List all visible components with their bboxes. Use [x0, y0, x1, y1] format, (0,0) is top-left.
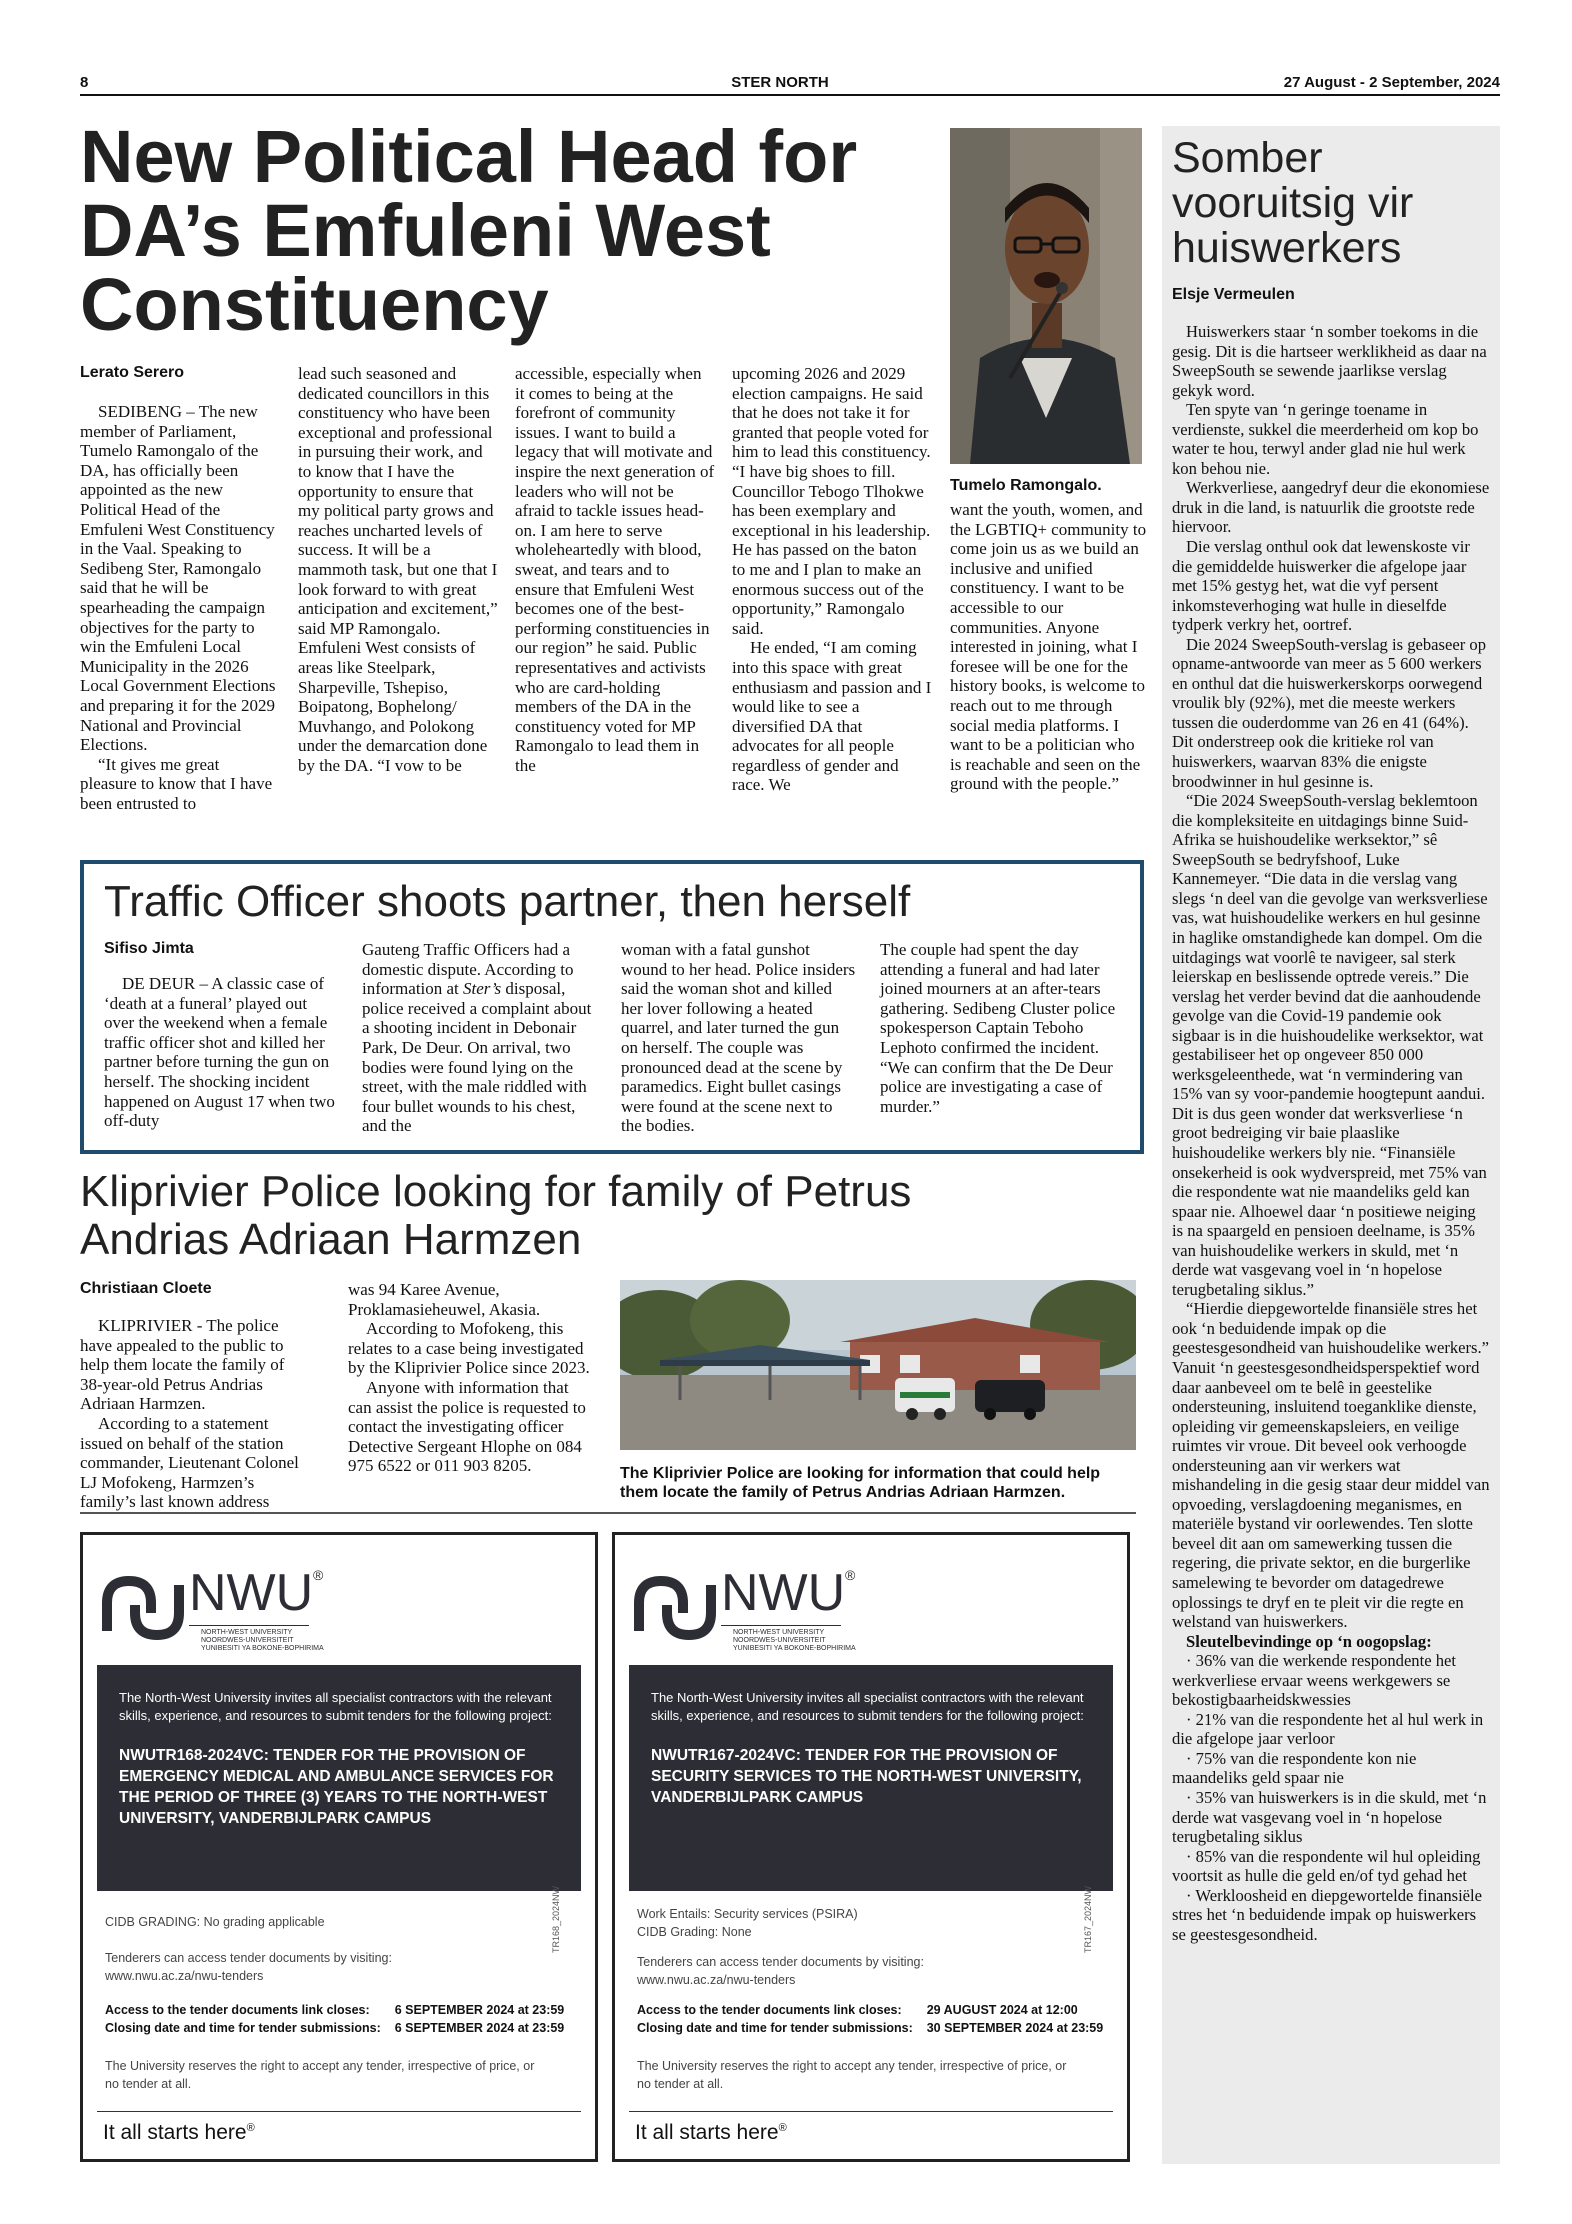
sidebar-article [1162, 126, 1500, 2164]
article-2-headline: Traffic Officer shoots partner, then herself [104, 877, 911, 926]
issue-date: 27 August - 2 September, 2024 [1283, 74, 1500, 91]
article-1-headline: New Political Head for DA’s Emfuleni West Constituency [80, 115, 858, 346]
portrait-illustration [950, 128, 1142, 464]
tender-ad-2-url[interactable]: www.nwu.ac.za/nwu-tenders [637, 1973, 796, 1987]
tender-ad-1-url[interactable]: www.nwu.ac.za/nwu-tenders [105, 1969, 264, 1983]
tender-ad-1-banner: The North-West University invites all specialist contractors with the relevant skills, experience, and resources to submit tenders for the following project: NWUTR168-2024VC: TENDER FOR THE PROVISION OF EMERGENCY MEDICAL AND AMBULANCE SERVICES FOR THE PERIOD OF THREE (3) YEARS TO THE NORTH-WEST UNIVERSITY, VANDERBIJLPARK CAMPUS [97, 1665, 581, 1891]
tender-ad-2 [612, 1532, 1130, 2162]
tender-ad-2-tagline: It all starts here® [635, 2121, 787, 2144]
article-3-column-2: was 94 Karee Avenue, Proklamasieheuwel, Akasia. According to Mofokeng, this relates to a case being investigated by the Kliprivier Police since 2023. Anyone with information that can assist the police is requested to contact the investigating officer Detective Sergeant Hlophe on 084 975 6522 or 011 903 8205. [348, 1280, 590, 1476]
article-2-column-2: Gauteng Traffic Officers had a domestic dispute. According to information at Ster’s disposal, police received a complaint about a shooting incident in Debonair Park, De Deur. On arrival, two bodies were found lying on the street, with the male riddled with four bullet wounds to his chest, and the [362, 940, 592, 1136]
tender-ad-2-work: Work Entails: Security services (PSIRA) CIDB Grading: None [637, 1907, 858, 1939]
nwu-emblem-icon [101, 1565, 185, 1649]
police-station-caption: The Kliprivier Police are looking for information that could help them locate the family of Petrus Andrias Adriaan Harmzen. [620, 1465, 1101, 1501]
portrait-caption: Tumelo Ramongalo. [950, 477, 1102, 494]
header-rule [80, 94, 1500, 96]
article-3-byline: Christiaan Cloete [80, 1280, 212, 1297]
nwu-logo-word: NWU [189, 1564, 314, 1622]
sidebar-headline: Somber vooruitsig vir huiswerkers [1172, 134, 1414, 272]
article-1-column-3: accessible, especially when it comes to being at the forefront of community issues. I want to build a legacy that will motivate and inspire the next generation of leaders who will not be afraid to tackle issues head-on. I am here to serve wholeheartedly with blood, sweat, and tears and to ensure that Emfuleni West becomes one of the best-performing constituencies in our region” he said. Public representatives and activists who are card-holding members of the DA in the constituency voted for MP Ramongalo to lead them in the [515, 364, 715, 775]
tender-ad-1-reserve: The University reserves the right to accept any tender, irrespective of price, or no tender at all. [105, 2059, 535, 2091]
nwu-emblem-icon [633, 1565, 717, 1649]
article-1-column-4: upcoming 2026 and 2029 election campaigns. He said that he does not take it for granted that people voted for him to lead this constituency. “I have big shoes to fill. Councillor Tebogo Tlhokwe has been exemplary and exceptional in his leadership. He has passed on the baton to me and I plan to make an enormous success out of the opportunity,” Ramongalo said. He ended, “I am coming into this space with great enthusiasm and passion and I would like to see a diversified DA that advocates for all people regardless of gender and race. We [732, 364, 932, 795]
nwu-logo [97, 1549, 577, 1659]
tender-ad-2-deadlines: Access to the tender documents link closes: 29 AUGUST 2024 at 12:00 Closing date and time for tender submissions: 30 SEPTEMBER 2024 at 23:59 [637, 2003, 1104, 2035]
nwu-logo-word: NWU [721, 1564, 846, 1622]
nwu-logo-registered: ® [313, 1567, 324, 1583]
paper-name: STER NORTH [731, 74, 829, 91]
article-2-column-1: DE DEUR – A classic case of ‘death at a funeral’ played out over the weekend when a female traffic officer shot and killed her partner before turning the gun on herself. The shocking incident happened on August 17 when two off-duty [104, 974, 335, 1131]
article-1-byline: Lerato Serero [80, 364, 185, 381]
tender-ad-2-code: TR167_2024NW [1083, 1885, 1093, 1953]
article-3-bottom-rule [80, 1512, 1136, 1514]
nwu-logo [629, 1549, 1109, 1659]
police-station-photo [620, 1280, 1136, 1450]
article-2-box [80, 860, 1144, 1154]
police-station-illustration [620, 1280, 1136, 1450]
article-1-column-1: SEDIBENG – The new member of Parliament, Tumelo Ramongalo of the DA, has officially been appointed as the new Political Head of the Emfuleni West Constituency in the Vaal. Speaking to Sedibeng Ster, Ramongalo said that he will be spearheading the campaign objectives for the party to win the Emfuleni Local Municipality in the 2026 Local Government Elections and preparing it for the 2029 National and Provincial Elections. “It gives me great pleasure to know that I have been entrusted to [80, 402, 276, 813]
article-1-column-2: lead such seasoned and dedicated councillors in this constituency who have been exceptional and professional in pursuing their work, and to know that I have the opportunity to ensure that my political party grows and reaches uncharted levels of success. It will be a mammoth task, but one that I look forward to with great anticipation and excitement,” said MP Ramongalo. Emfuleni West consists of areas like Steelpark, Sharpeville, Tshepiso, Boipatong, Bophelong/ Muvhango, and Polokong under the demarcation done by the DA. “I vow to be [298, 364, 498, 775]
findings-title: Sleutelbevindinge op ‘n oogopslag: [1186, 1631, 1432, 1651]
tender-ad-1-tagline: It all starts here® [103, 2121, 255, 2144]
tender-ad-1-grading: CIDB GRADING: No grading applicable [105, 1915, 325, 1929]
page-number: 8 [80, 74, 89, 91]
article-2-column-3: woman with a fatal gunshot wound to her head. Police insiders said the woman shot and killed her lover following a heated quarrel, and later turned the gun on herself. The couple was pronounced dead at the scene by paramedics. Eight bullet casings were found at the scene next to the bodies. [621, 940, 856, 1136]
sidebar-byline: Elsje Vermeulen [1172, 286, 1295, 303]
tender-ad-2-banner: The North-West University invites all specialist contractors with the relevant skills, experience, and resources to submit tenders for the following project: NWUTR167-2024VC: TENDER FOR THE PROVISION OF SECURITY SERVICES TO THE NORTH-WEST UNIVERSITY, VANDERBIJLPARK CAMPUS [629, 1665, 1113, 1891]
article-1-column-5: want the youth, women, and the LGBTIQ+ community to come join us as we build an inclusive and unified constituency. I want to be accessible to our communities. Anyone interested in joining, what I foresee will be one for the history books, is welcome to reach out to me through social media platforms. I want to be a politician who is reachable and seen on the ground with the people.” [950, 500, 1147, 794]
tender-ad-2-access: Tenderers can access tender documents by visiting: www.nwu.ac.za/nwu-tenders [637, 1953, 1077, 1989]
tender-ad-1-deadlines: Access to the tender documents link closes: 6 SEPTEMBER 2024 at 23:59 Closing date and time for tender submissions: 6 SEPTEMBER 2024 at 23:59 [105, 2003, 565, 2035]
article-2-byline: Sifiso Jimta [104, 940, 194, 957]
tender-ad-1-project: NWUTR168-2024VC: TENDER FOR THE PROVISION OF EMERGENCY MEDICAL AND AMBULANCE SERVICES FOR THE PERIOD OF THREE (3) YEARS TO THE NORTH-WEST UNIVERSITY, VANDERBIJLPARK CAMPUS [119, 1747, 554, 1827]
sidebar-body: Huiswerkers staar ‘n somber toekoms in die gesig. Dit is die hartseer werklikheid as daar na SweepSouth se sewende jaarlikse verslag gekyk word. Ten spyte van ‘n geringe toename in verdienste, sukkel die meerderheid om kop bo water te hou, terwyl ander glad nie hul werk kon behou nie. Werkverliese, aangedryf deur die ekonomiese druk in die land, is natuurlik die grootste rede hiervoor. Die verslag onthul ook dat lewenskoste vir die gemiddelde huiswerker die afgelope jaar met 15% gestyg het, wat die vyf persent inkomsteverhoging wat hulle in dieselfde tydperk verkry het, oortref. Die 2024 SweepSouth-verslag is gebaseer op opname-antwoorde van meer as 5 600 werkers en onthul dat die huiswerkerskorps oorwegend vroulik bly (92%), met die meeste werkers tussen die ouderdomme van 26 en 41 (64%). Dit onderstreep ook die kritieke rol van huiswerkers, waarvan 83% die enigste broodwinner in hul gesinne is. “Die 2024 SweepSouth-verslag beklemtoon die kompleksiteite en uitdagings binne Suid-Afrika se huishoudelike werksektor,” sê SweepSouth se bedryfshoof, Luke Kannemeyer. “Die data in die verslag vang slegs ‘n deel van die gevolge van werksverliese vas, wat huishoudelike werkers en hul gesinne in haglike omstandighede kan dompel. Om die uitdagings wat voorlê te navigeer, sal sterk leierskap en beslissende optrede vereis.” Die verslag het verder bevind dat die aanhoudende gevolge van die Covid-19 pandemie ook sigbaar is in die huishoudelike werksektor, wat gestabiliseer het op ongeveer 850 000 werksgeleenthede, wat ‘n vermindering van 15% van sy voor-pandemie hoogtepunt aandui. Dit is dus geen wonder dat werksverliese ‘n groot bedreiging vir baie plaaslike huishoudelike werkers bly nie. “Finansiële onsekerheid is ook wydverspreid, met 75% van die respondente wat nie maandeliks geld kan spaar nie. Alhoewel daar ‘n positiewe neiging is na spaargeld en pensioen deelname, is 35% van huishoudelike werkers in skuld, met ‘n derde wat vasgevang voel in ‘n hopelose terugbetaling siklus.” “Hierdie diepgewortelde finansiële stres het ook ‘n beduidende impak op die geestesgesondheid van huishoudelike werkers.” Vanuit ‘n geestesgesondheidsperspektief word daar aanbeveel om te belê in geestelike ondersteuning, insluitend toeganklike dienste, opleiding vir gemeenskapsleiers, en veilige ruimtes vir vroue. Dit beveel ook verhoogde ondersteuning aan vir werkers wat mishandeling in die gesig staar deur middel van opvoeding, verslagdoening meganismes, en materiële bystand vir oorlewendes. Ten slotte beveel dit aan om samewerking tussen die regering, die private sektor, en die burgerlike samelewing te bevorder om datagedrewe oplossings te dryf en te pleit vir die regte en welstand van huiswerkers. Sleutelbevindinge op ‘n oogopslag: · 36% van die werkende respondente het werkverliese ervaar weens werkgewers se bekostigbaarheidskwessies · 21% van die respondente het al hul werk in die afgelope jaar verloor · 75% van die respondente kon nie maandeliks geld spaar nie · 35% van huiswerkers is in die skuld, met ‘n derde wat vasgevang voel in ‘n hopelose terugbetaling siklus · 85% van die respondente wil hul opleiding voortsit as hulle die geld en/of tyd gehad het · Werkloosheid en diepgewortelde finansiële stres het ‘n beduidende impak op huiswerkers se geestesgesondheid. [1172, 322, 1490, 1944]
tender-ad-2-reserve: The University reserves the right to accept any tender, irrespective of price, or no tender at all. [637, 2059, 1067, 2091]
nwu-logo-registered: ® [845, 1567, 856, 1583]
article-3-column-1: KLIPRIVIER - The police have appealed to the public to help them locate the family of 38-year-old Petrus Andrias Adriaan Harmzen. According to a statement issued on behalf of the station commander, Lieutenant Colonel LJ Mofokeng, Harmzen’s family’s last known address [80, 1316, 299, 1512]
tender-ad-2-project: NWUTR167-2024VC: TENDER FOR THE PROVISION OF SECURITY SERVICES TO THE NORTH-WEST UNIVERSITY, VANDERBIJLPARK CAMPUS [651, 1747, 1082, 1806]
article-2-column-4: The couple had spent the day attending a funeral and had later joined mourners at an after-tears gathering. Sedibeng Cluster police spokesperson Captain Teboho Lephoto confirmed the incident. “We can confirm that the De Deur police are investigating a case of murder.” [880, 940, 1116, 1116]
nwu-logo-subtitle: NORTH-WEST UNIVERSITY NOORDWES-UNIVERSITEIT YUNIBESITI YA BOKONE-BOPHIRIMA [201, 1629, 324, 1652]
portrait-photo [950, 128, 1142, 464]
tender-ad-1 [80, 1532, 598, 2162]
tender-ad-1-code: TR168_2024NW [551, 1885, 561, 1953]
nwu-logo-subtitle: NORTH-WEST UNIVERSITY NOORDWES-UNIVERSITEIT YUNIBESITI YA BOKONE-BOPHIRIMA [733, 1629, 856, 1652]
article-3-headline: Kliprivier Police looking for family of Petrus Andrias Adriaan Harmzen [80, 1167, 912, 1264]
tender-ad-1-access: Tenderers can access tender documents by visiting: www.nwu.ac.za/nwu-tenders [105, 1949, 545, 1985]
